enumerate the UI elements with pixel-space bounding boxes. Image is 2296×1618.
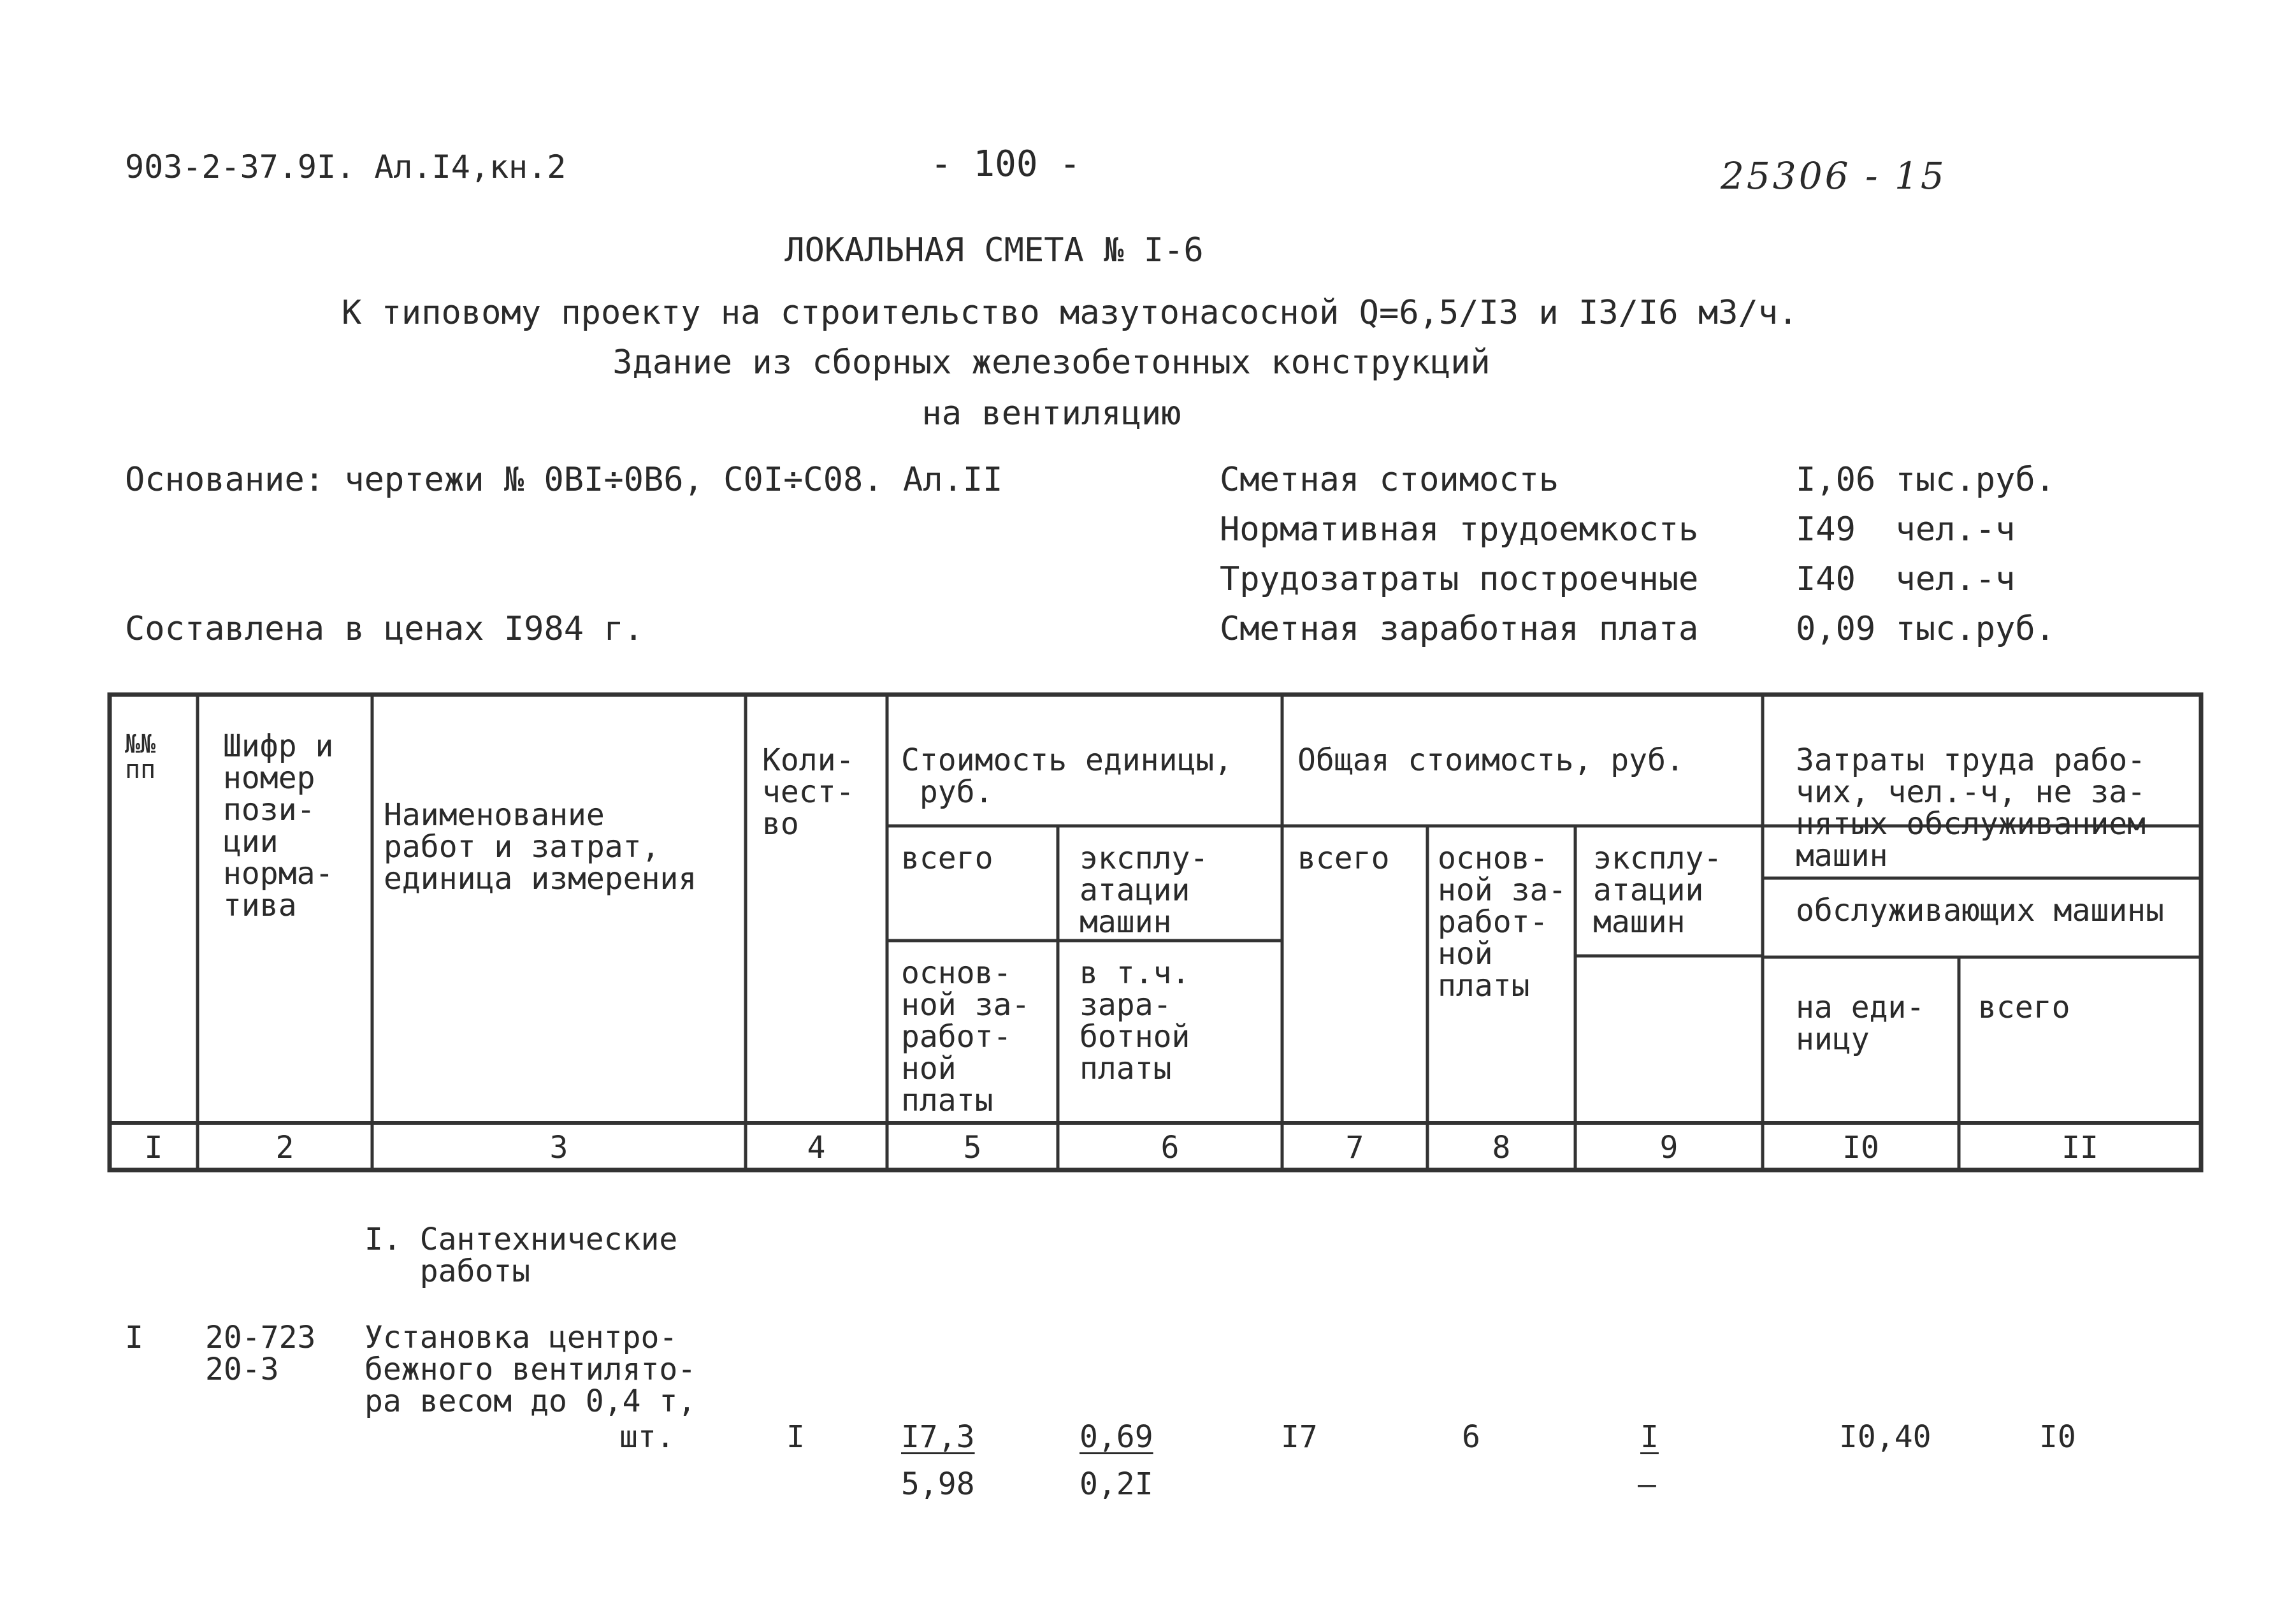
basis-line: Основание: чертежи № 0BI÷0B6, C0I÷C08. Ал.II xyxy=(125,461,1003,499)
summary-value: I,06 тыс.руб. xyxy=(1796,461,2055,499)
row-number: I xyxy=(125,1320,143,1355)
row-total-wage: 6 xyxy=(1462,1419,1480,1455)
summary-value: 0,09 тыс.руб. xyxy=(1796,610,2055,648)
row-unit-wage: 5,98 xyxy=(901,1466,975,1502)
column-number: I0 xyxy=(1842,1130,1879,1166)
header-total-wage: основ- ной за- работ- ной платы xyxy=(1438,841,1567,1004)
building-title-line: Здание из сборных железобетонных конструкций xyxy=(612,343,1491,382)
row-unit-machine: 0,69 xyxy=(1079,1419,1153,1455)
summary-label: Трудозатраты построечные xyxy=(1220,560,1699,598)
summary-label: Нормативная трудоемкость xyxy=(1220,510,1699,549)
column-number: 9 xyxy=(1659,1130,1679,1166)
header-unit-total: всего xyxy=(901,841,993,876)
project-title-line: К типовому проекту на строительство мазутонасосной Q=6,5/I3 и I3/I6 м3/ч. xyxy=(342,294,1798,332)
header-norm-code: Шифр и номер пози- ции норма- тива xyxy=(223,728,334,923)
summary-label: Сметная стоимость xyxy=(1220,461,1559,499)
column-number: II xyxy=(2061,1130,2098,1166)
document-code: 903-2-37.9I. Ал.I4,кн.2 xyxy=(125,148,567,185)
row-unit: шт. xyxy=(619,1419,675,1455)
header-unit-incl-wage: в т.ч. зара- ботной платы xyxy=(1079,955,1190,1087)
handwritten-stamp-number: 25306 - 15 xyxy=(1721,154,1947,198)
column-number: 6 xyxy=(1160,1130,1180,1166)
column-number: 5 xyxy=(963,1130,982,1166)
price-level-line: Составлена в ценах I984 г. xyxy=(125,610,644,648)
summary-label: Сметная заработная плата xyxy=(1220,610,1699,648)
page-number: - 100 - xyxy=(930,143,1081,185)
row-unit-incl-wage: 0,2I xyxy=(1079,1466,1153,1502)
header-labor-total: всего xyxy=(1978,990,2070,1025)
row-labor-total: I0 xyxy=(2039,1419,2076,1455)
estimate-heading: ЛОКАЛЬНАЯ СМЕТА № I-6 xyxy=(784,231,1204,270)
row-total-machine: I xyxy=(1640,1419,1659,1455)
column-number: I xyxy=(144,1130,163,1166)
header-unit-machine: эксплу- атации машин xyxy=(1079,841,1209,940)
summary-value: I40 чел.-ч xyxy=(1796,560,2016,598)
estimate-subject: на вентиляцию xyxy=(921,394,1181,433)
row-unit-total: I7,3 xyxy=(901,1419,975,1455)
column-number: 7 xyxy=(1345,1130,1364,1166)
header-unit-cost: Стоимость единицы, руб. xyxy=(901,742,1233,810)
row-norm-code: 20-723 20-3 xyxy=(205,1320,316,1387)
summary-value: I49 чел.-ч xyxy=(1796,510,2016,549)
header-labor-per-unit: на еди- ницу xyxy=(1796,990,1925,1057)
header-total-all: всего xyxy=(1297,841,1390,876)
row-work-name: Установка центро- бежного вентилято- ра весом до 0,4 т, xyxy=(365,1320,697,1419)
header-row-number: №№ пп xyxy=(125,730,156,784)
header-labor-machine: обслуживающих машины xyxy=(1796,893,2164,928)
header-total-cost: Общая стоимость, руб. xyxy=(1297,742,1684,778)
header-work-name: Наименование работ и затрат, единица измерения xyxy=(384,797,697,897)
header-quantity: Коли- чест- во xyxy=(762,742,855,842)
row-labor-per-unit: I0,40 xyxy=(1839,1419,1931,1455)
row-total-machine-wage: – xyxy=(1638,1466,1656,1502)
column-number: 3 xyxy=(549,1130,568,1166)
header-unit-wage: основ- ной за- работ- ной платы xyxy=(901,955,1030,1118)
row-quantity: I xyxy=(786,1419,805,1455)
column-number: 2 xyxy=(275,1130,294,1166)
column-number: 4 xyxy=(807,1130,826,1166)
row-total-all: I7 xyxy=(1281,1419,1318,1455)
header-total-machine: эксплу- атации машин xyxy=(1593,841,1722,940)
header-labor: Затраты труда рабо- чих, чел.-ч, не за- нятых обслуживанием машин xyxy=(1796,742,2146,874)
column-number: 8 xyxy=(1492,1130,1511,1166)
section-title: I. Сантехнические работы xyxy=(365,1222,678,1289)
